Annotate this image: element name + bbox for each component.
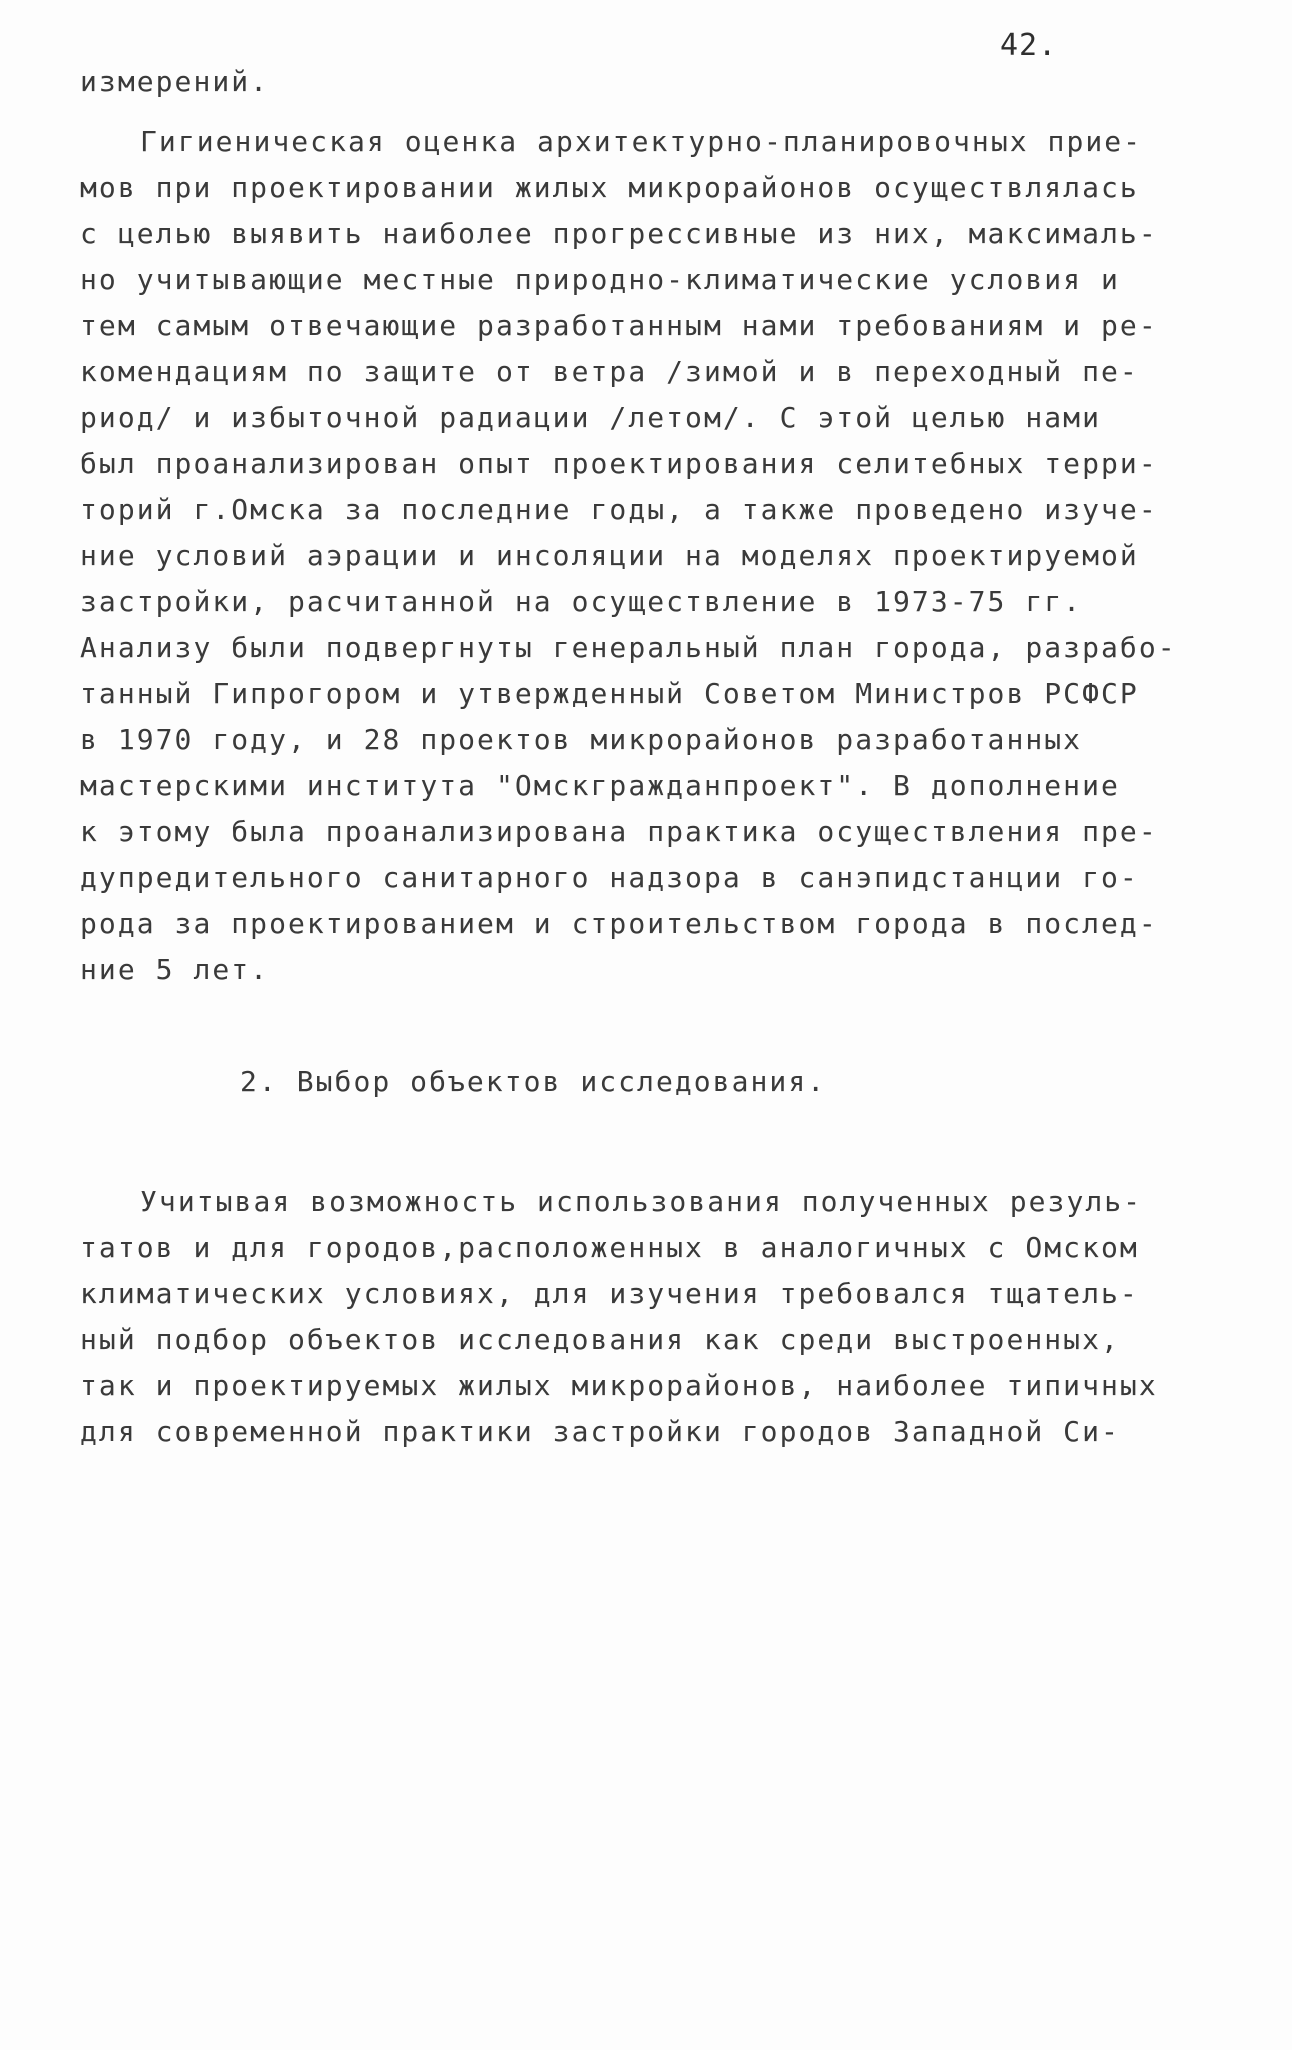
text-line: так и проектируемых жилых микрорайонов, наиболее типичных bbox=[80, 1369, 1158, 1402]
text-line: дупредительного санитарного надзора в санэпидстанции го- bbox=[80, 861, 1139, 894]
text-line: в 1970 году, и 28 проектов микрорайонов разработанных bbox=[80, 723, 1083, 756]
text-line: но учитывающие местные природно-климатические условия и bbox=[80, 263, 1120, 296]
text-line: был проанализирован опыт проектирования селитебных терри- bbox=[80, 447, 1158, 480]
text-line: торий г.Омска за последние годы, а также проведено изуче- bbox=[80, 493, 1158, 526]
text-line: риод/ и избыточной радиации /летом/. С этой целью нами bbox=[80, 401, 1102, 434]
text-line: к этому была проанализирована практика осуществления пре- bbox=[80, 815, 1158, 848]
text-line: тем самым отвечающие разработанным нами требованиям и ре- bbox=[80, 309, 1158, 342]
text-line: для современной практики застройки городов Западной Си- bbox=[80, 1415, 1120, 1448]
text-line: татов и для городов,расположенных в аналогичных с Омском bbox=[80, 1231, 1139, 1264]
paragraph-first-line: Гигиеническая оценка архитектурно-планировочных прие- bbox=[140, 125, 1143, 158]
text-line: ние условий аэрации и инсоляции на моделях проектируемой bbox=[80, 539, 1139, 572]
page-number: 42. bbox=[1000, 28, 1058, 63]
section-heading: 2. Выбор объектов исследования. bbox=[240, 1065, 827, 1098]
text-line: ный подбор объектов исследования как среди выстроенных, bbox=[80, 1323, 1120, 1356]
text-line: застройки, расчитанной на осуществление в 1973-75 гг. bbox=[80, 585, 1083, 618]
text-line: климатических условиях, для изучения требовался тщатель- bbox=[80, 1277, 1139, 1310]
text-line: мастерскими института "Омскгражданпроект". В дополнение bbox=[80, 769, 1120, 802]
text-line: с целью выявить наиболее прогрессивные из них, максималь- bbox=[80, 217, 1158, 250]
text-line: танный Гипрогором и утвержденный Советом Министров РСФСР bbox=[80, 677, 1139, 710]
text-line: измерений. bbox=[80, 65, 270, 98]
text-line: комендациям по защите от ветра /зимой и в переходный пе- bbox=[80, 355, 1139, 388]
paragraph-first-line: Учитывая возможность использования полученных резуль- bbox=[140, 1185, 1143, 1218]
text-line: ние 5 лет. bbox=[80, 953, 270, 986]
text-line: рода за проектированием и строительством города в послед- bbox=[80, 907, 1158, 940]
text-line: Анализу были подвергнуты генеральный план города, разрабо- bbox=[80, 631, 1177, 664]
text-line: мов при проектировании жилых микрорайонов осуществлялась bbox=[80, 171, 1139, 204]
